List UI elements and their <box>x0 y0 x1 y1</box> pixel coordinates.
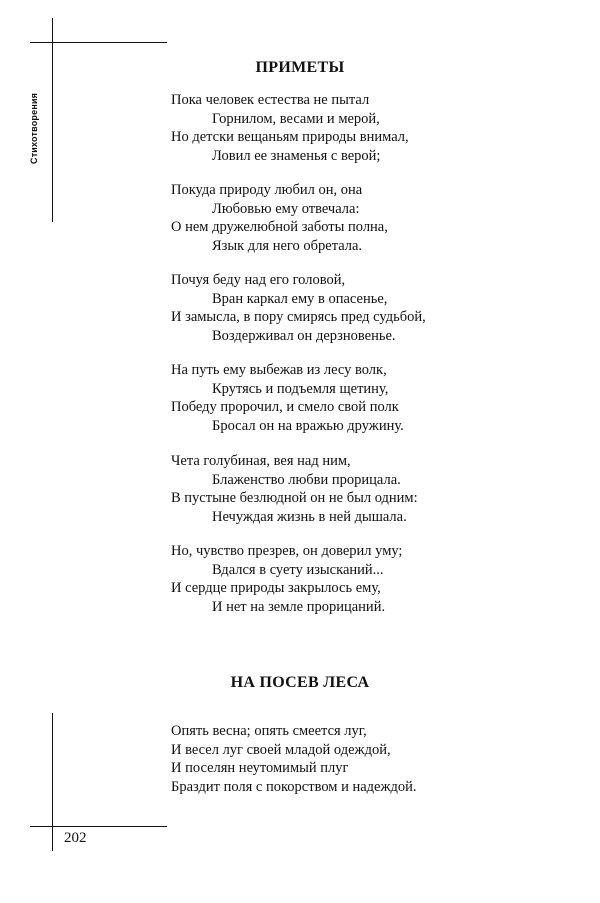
poem-title: НА ПОСЕВ ЛЕСА <box>230 674 370 691</box>
verse-line: Вран каркал ему в опасенье, <box>212 290 388 307</box>
verse-line: И нет на земле прорицаний. <box>212 598 386 615</box>
stanza <box>171 722 591 796</box>
verse-line: О нем дружелюбной заботы полна, <box>171 219 388 235</box>
verse-line: Почуя беду над его головой, <box>171 272 346 288</box>
verse-line: Но, чувство презрев, он доверил уму; <box>171 543 403 559</box>
poem-title: ПРИМЕТЫ <box>255 59 345 76</box>
verse-line: Ловил ее знаменья с верой; <box>212 147 381 164</box>
verse-line: Блаженство любви прорицала. <box>212 471 401 488</box>
verse-line: Покуда природу любил он, она <box>171 182 363 198</box>
running-head: Стихотворения <box>29 92 39 164</box>
verse-line: Бросал он на вражью дружину. <box>212 417 404 434</box>
top-horizontal-rule <box>30 42 167 43</box>
page-number: 202 <box>64 830 87 846</box>
verse-line: И поселян неутомимый плуг <box>171 760 349 776</box>
bottom-horizontal-rule <box>30 826 167 827</box>
bottom-vertical-rule <box>52 713 53 851</box>
verse-line: Воздерживал он дерзновенье. <box>212 327 396 344</box>
verse-line: Горнилом, весами и мерой, <box>212 110 380 127</box>
verse-line: И весел луг своей младой одеждой, <box>171 741 391 758</box>
verse-line: И замысла, в пору смирясь пред судьбой, <box>171 309 426 325</box>
verse-line: Чета голубиная, вея над ним, <box>171 453 351 469</box>
verse-line: Пока человек естества не пытал <box>171 92 370 108</box>
stanza <box>171 542 591 616</box>
verse-line: На путь ему выбежав из лесу волк, <box>171 362 387 378</box>
stanza <box>171 271 591 345</box>
stanza <box>171 181 591 255</box>
verse-line: Крутясь и подъемля щетину, <box>212 380 389 397</box>
verse-line: Нечуждая жизнь в ней дышала. <box>212 508 407 525</box>
verse-line: В пустыне безлюдной он не был одним: <box>171 490 418 506</box>
verse-line: Любовью ему отвечала: <box>212 200 360 217</box>
verse-line: Опять весна; опять смеется луг, <box>171 723 367 739</box>
stanza <box>171 361 591 435</box>
verse-line: Победу пророчил, и смело свой полк <box>171 399 399 415</box>
verse-line: Вдался в суету изысканий... <box>212 561 384 578</box>
stanza <box>171 91 591 165</box>
verse-line: И сердце природы закрылось ему, <box>171 580 381 596</box>
verse-line: Браздит поля с покорством и надеждой. <box>171 778 417 795</box>
verse-line: Но детски вещаньям природы внимал, <box>171 129 409 145</box>
top-vertical-rule <box>52 18 53 222</box>
stanza <box>171 452 591 526</box>
verse-line: Язык для него обретала. <box>212 237 363 254</box>
